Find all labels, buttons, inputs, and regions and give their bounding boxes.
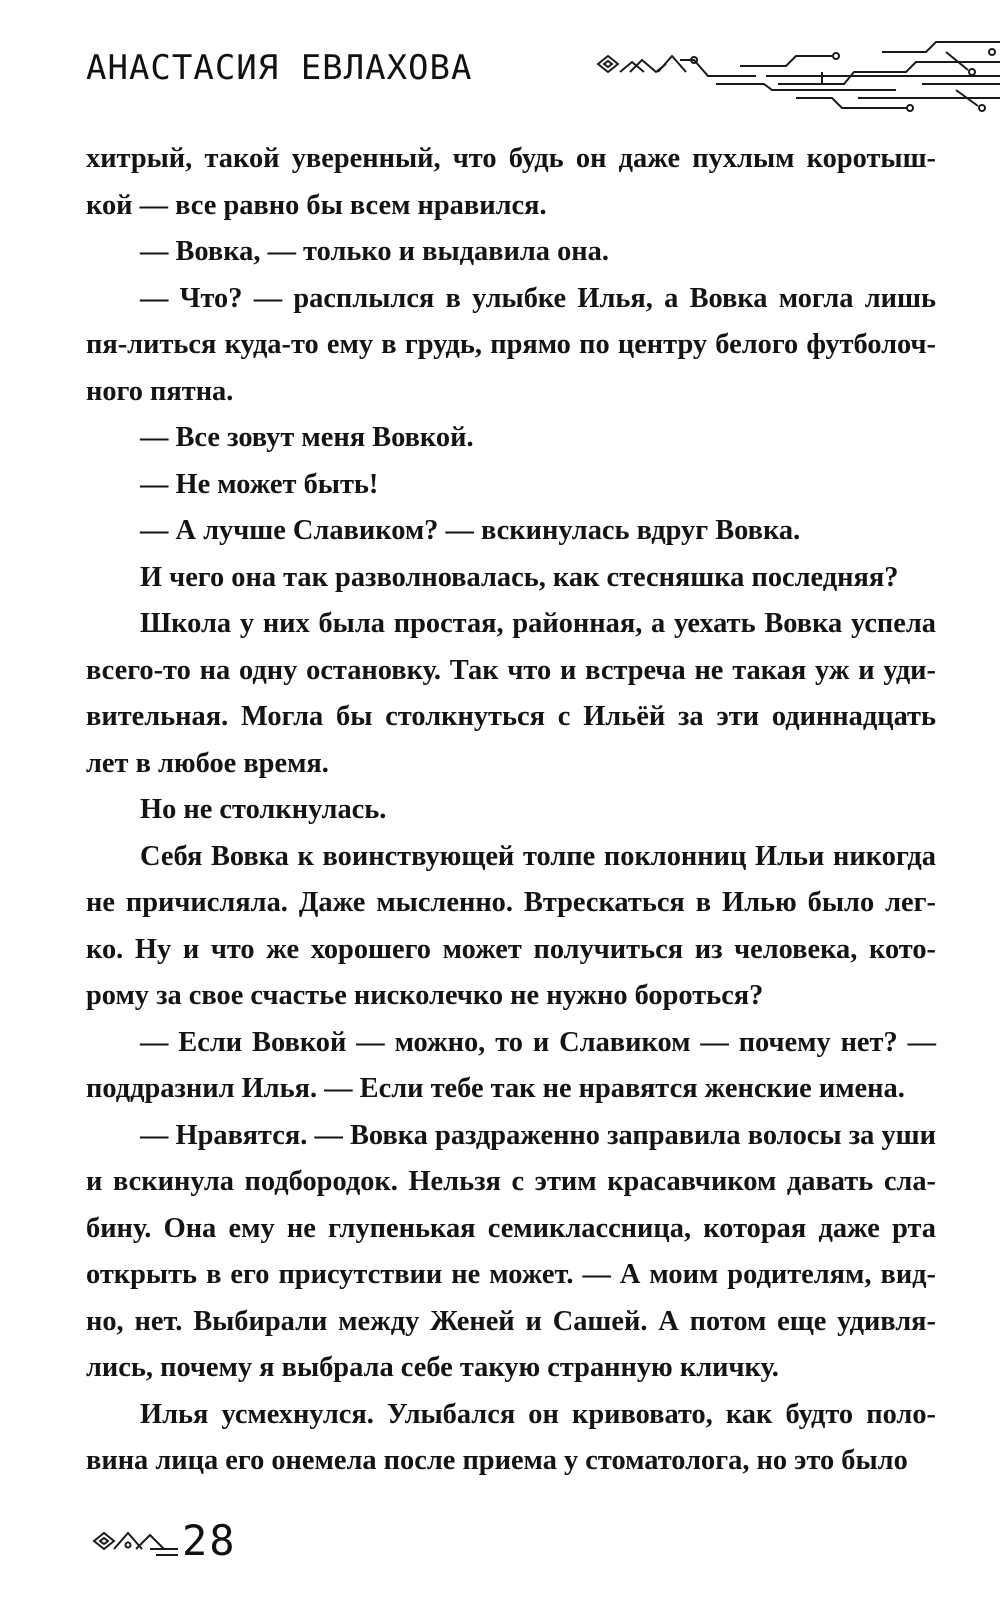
paragraph: И чего она так разволновалась, как стесняшка последняя? [140, 561, 899, 593]
page-footer [92, 1517, 237, 1567]
paragraph: — Нравятся. — Вовка раздраженно заправила волосы за уши и вскинула подбородок. Нельзя с этим красавчиком давать сла-бину. Она ему не глупенькая семиклассница, которая даже рта открыть в его присутствии не может. — А моим родителям, вид-но, нет. Выбирали между Женей и Сашей. А потом еще удивля-лись, почему я выбрала себе такую странную кличку. [86, 1119, 936, 1383]
paragraph: Илья усмехнулся. Улыбался он кривовато, как будто поло-вина лица его онемела после приема у стоматолога, но это было [86, 1398, 936, 1476]
paragraph: Но не столкнулась. [140, 794, 387, 825]
paragraph: — Что? — расплылся в улыбке Илья, а Вовка могла лишь пя-литься куда-то ему в грудь, прямо по центру белого футболоч-ного пятна. [86, 282, 936, 407]
page-number: 28 [182, 1516, 237, 1565]
paragraph: Школа у них была простая, районная, а уехать Вовка успела всего-то на одну остановку. Так что и встреча не такая уж и уди-вительная. Могла бы столкнуться с Ильёй за эти одиннадцать лет в любое время. [86, 608, 936, 779]
paragraph: — Все зовут меня Вовкой. [140, 422, 474, 453]
paragraph: — Если Вовкой — можно, то и Славиком — почему нет? — поддразнил Илья. — Если тебе так не нравятся женские имена. [86, 1026, 936, 1104]
paragraph: — Вовка, — только и выдавила она. [140, 236, 609, 267]
running-title: АНАСТАСИЯ ЕВЛАХОВА [86, 48, 473, 88]
circuit-ornament-icon [596, 32, 1000, 112]
paragraph: хитрый, такой уверенный, что будь он даже пухлым коротыш-кой — все равно бы всем нравился. [86, 143, 936, 221]
paragraph: Себя Вовка к воинствующей толпе поклонниц Ильи никогда не причисляла. Даже мысленно. Втрескаться в Илью было лег-ко. Ну и что же хорошего может получиться из человека, кото-рому за свое счастье нисколечко не нужно бороться? [86, 840, 936, 1011]
paragraph: — Не может быть! [140, 468, 379, 500]
paragraph: — А лучше Славиком? — вскинулась вдруг Вовка. [140, 515, 801, 546]
body-text [86, 136, 936, 1485]
circuit-ornament-icon [92, 1521, 180, 1561]
